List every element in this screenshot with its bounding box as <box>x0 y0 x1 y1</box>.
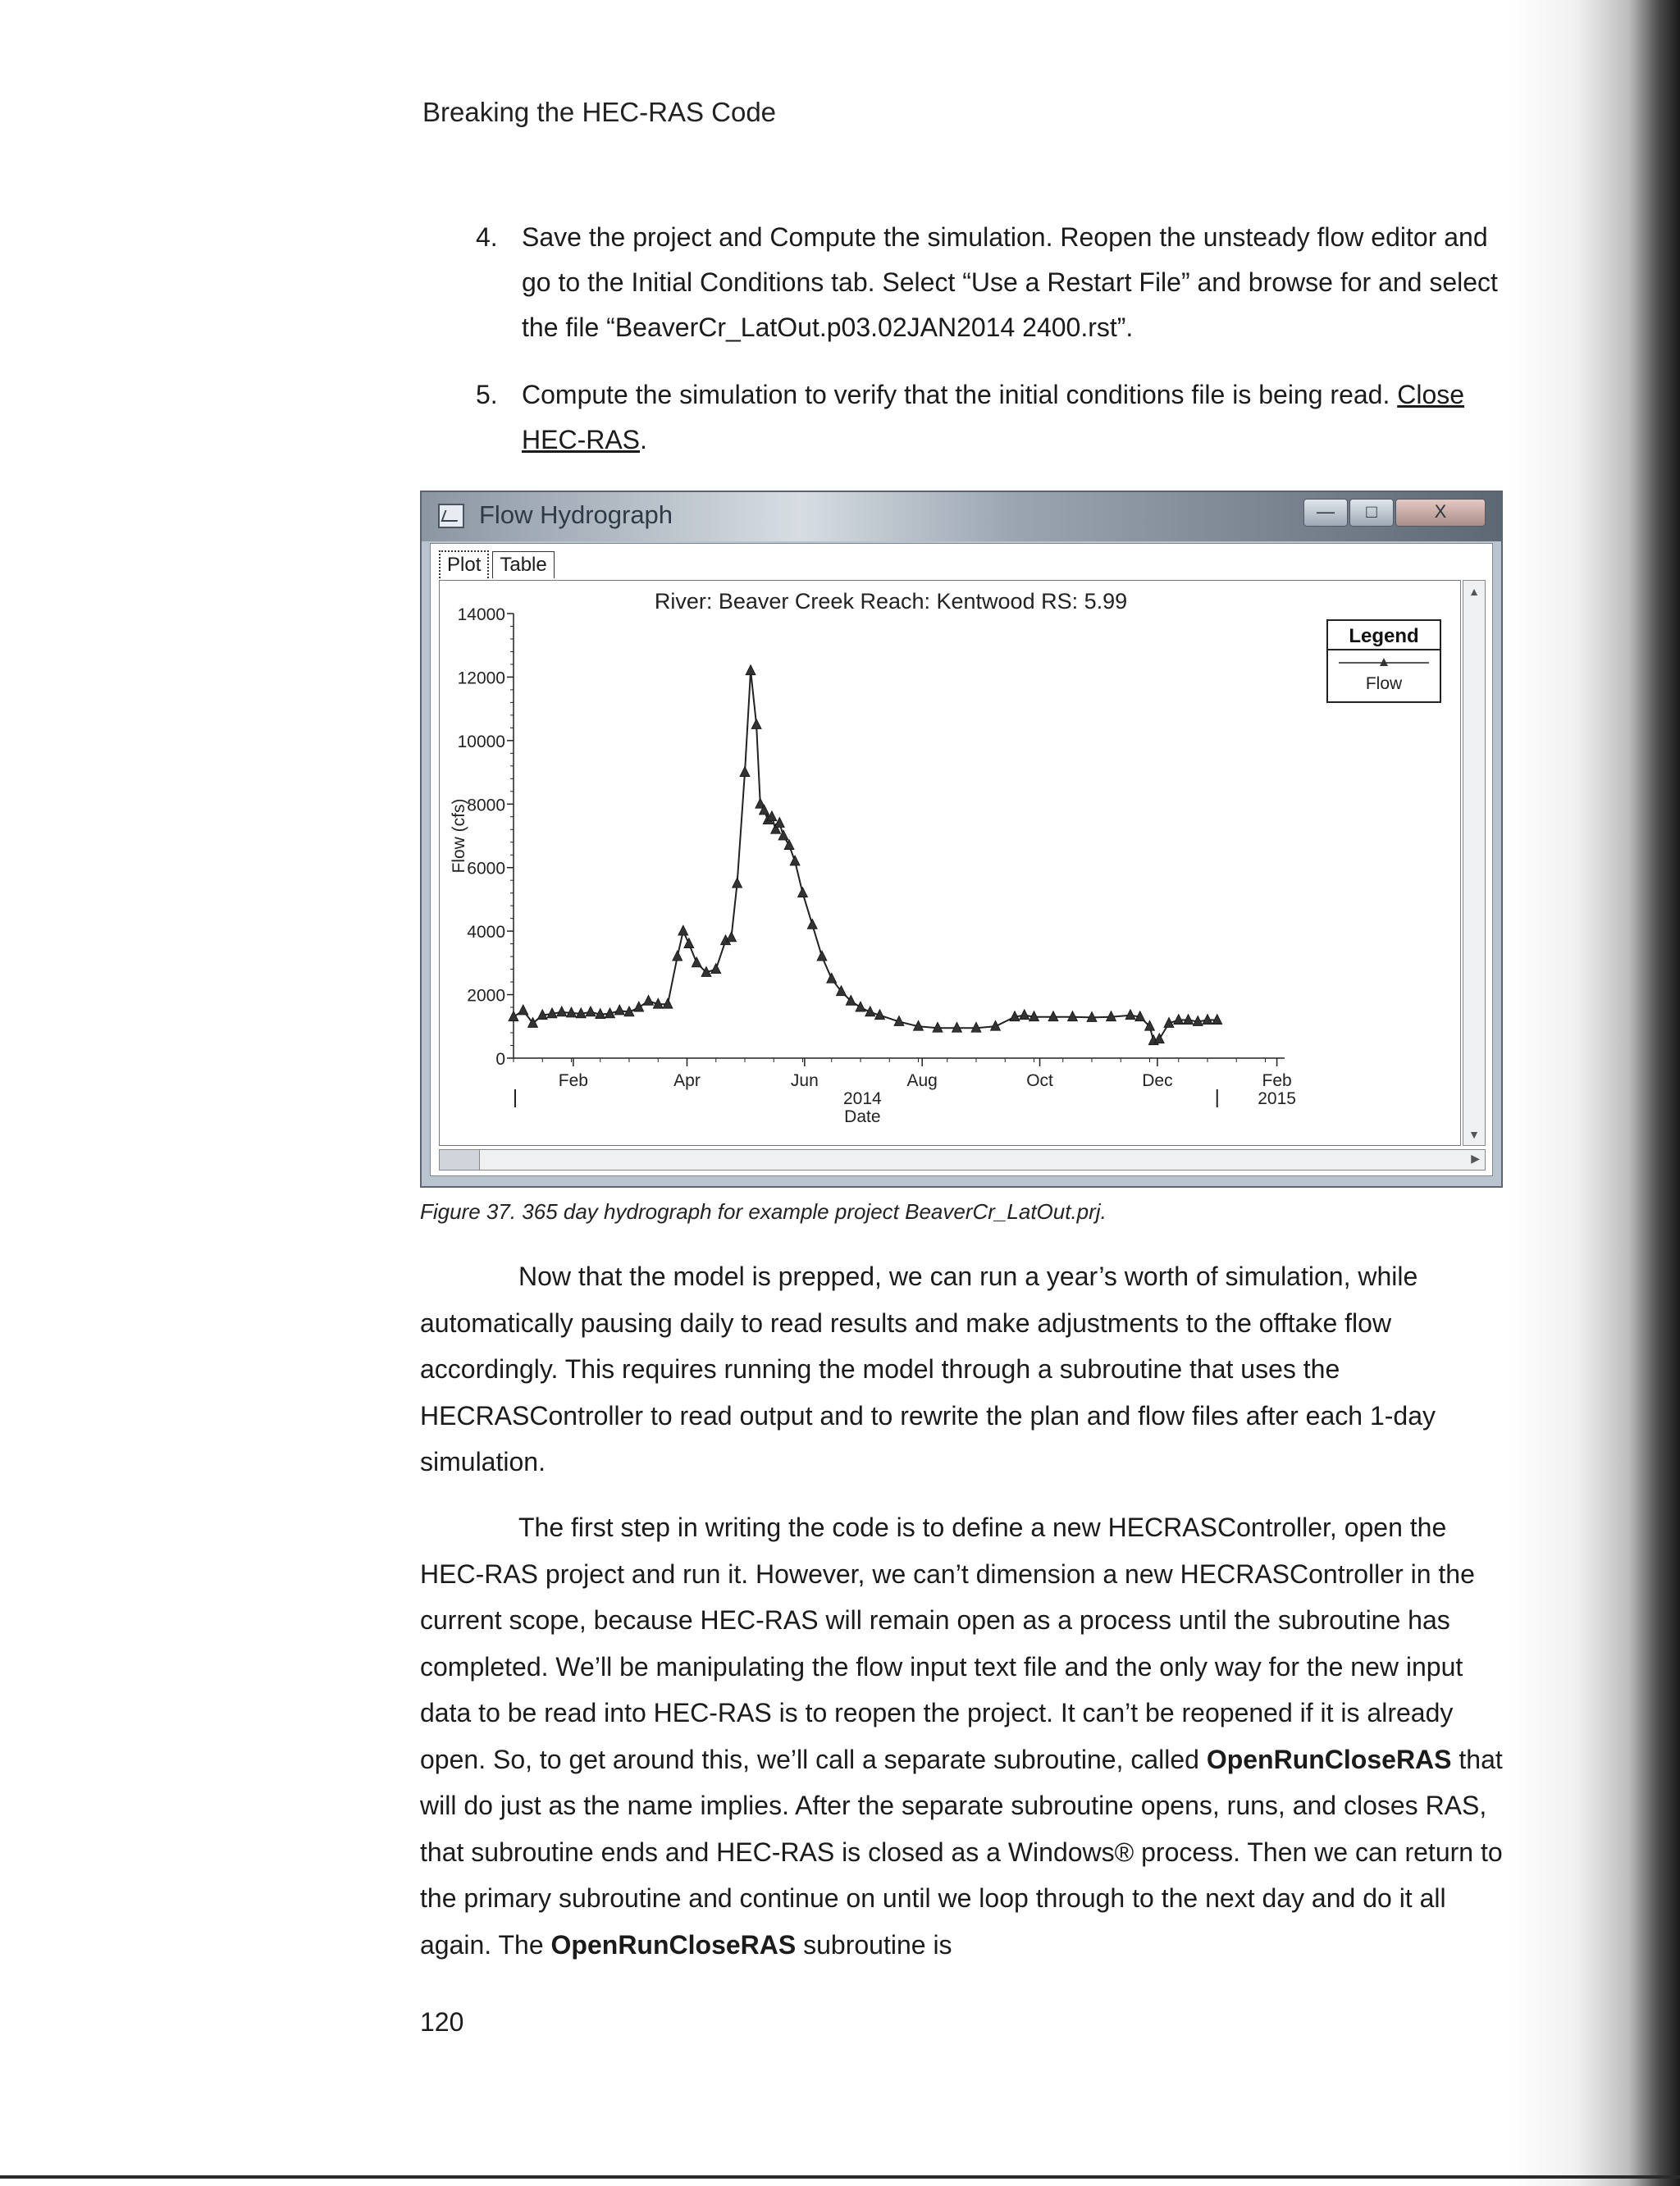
y-tick-label: 2000 <box>467 986 505 1006</box>
scroll-down-icon[interactable]: ▼ <box>1468 1128 1480 1141</box>
x-tick-label: Jun <box>790 1071 819 1090</box>
flow-hydrograph-window <box>420 491 1503 1188</box>
step-text-part: . <box>640 425 647 454</box>
flow-point <box>751 719 761 729</box>
close-hec-ras-link[interactable]: Close HEC-RAS <box>522 380 1465 454</box>
chart-title: River: Beaver Creek Reach: Kentwood RS: 5.99 <box>654 589 1128 614</box>
subroutine-name: OpenRunCloseRAS <box>550 1929 797 1960</box>
legend-title: Legend <box>1349 625 1419 647</box>
step-number: 5. <box>476 380 498 409</box>
x-year-label: 2015 <box>1258 1089 1296 1108</box>
subroutine-name: OpenRunCloseRAS <box>1206 1744 1452 1774</box>
flow-point <box>509 1011 518 1021</box>
page-number: 120 <box>420 2007 464 2037</box>
tab-bar <box>439 550 558 578</box>
flow-point <box>733 878 742 888</box>
legend-entry: Flow <box>1365 674 1403 693</box>
flow-point <box>684 938 694 948</box>
y-tick-label: 8000 <box>467 796 505 815</box>
paragraph-text: Now that the model is prepped, we can run a year’s worth of simulation, while automatically pausing daily to read results and make adjustments to the offtake flow accordingly. This requires running the model through a subroutine that uses the HECRASController to read output and to rewrite the plan and flow files after each 1-day simulation. <box>420 1262 1436 1476</box>
x-year-label: 2014 <box>842 1089 882 1108</box>
running-header: Breaking the HEC-RAS Code <box>422 97 777 127</box>
paragraph-text <box>420 1504 1503 1968</box>
flow-point <box>644 995 654 1005</box>
maximize-button[interactable]: □ <box>1349 499 1394 527</box>
flow-point <box>746 665 756 675</box>
x-tick-label: Feb <box>558 1071 588 1090</box>
flow-point <box>614 1005 624 1015</box>
x-tick-label: Apr <box>673 1071 701 1090</box>
y-tick-label: 6000 <box>467 859 505 879</box>
flow-point <box>790 856 800 865</box>
horizontal-scrollbar[interactable] <box>439 1149 1486 1171</box>
paragraph-part: that will do just as the name implies. After the separate subroutine opens, runs, and closes RAS, that subroutine ends and HEC-RAS is closed as a Windows® process. Then we can return to the primary subroutine and continue on until we loop through to the next day and do it all again. The <box>420 1744 1503 1960</box>
step-number: 4. <box>476 222 498 252</box>
body-paragraph-1 <box>420 1253 1503 1485</box>
flow-point <box>673 951 682 961</box>
flow-point <box>711 964 721 974</box>
y-tick-label: 0 <box>495 1050 505 1069</box>
flow-point <box>678 925 688 935</box>
step-text: Save the project and Compute the simulation. Reopen the unsteady flow editor and go to the Initial Conditions tab. Select “Use a Restart File” and browse for and select the file “BeaverCr_LatOut.p03.02JAN2014 2400.rst”. <box>522 222 1498 342</box>
hydrograph-chart <box>440 581 1460 1145</box>
minimize-button[interactable]: — <box>1303 499 1348 527</box>
tab-table[interactable]: Table <box>492 551 554 578</box>
flow-point <box>518 1005 528 1015</box>
y-tick-label: 4000 <box>467 923 505 942</box>
close-button[interactable]: X <box>1395 499 1486 527</box>
plot-pane <box>439 580 1461 1146</box>
flow-point <box>692 957 701 967</box>
x-tick-label: Feb <box>1262 1071 1292 1090</box>
y-tick-label: 10000 <box>457 732 505 751</box>
paragraph-part: The first step in writing the code is to define a new HECRASController, open the HEC-RAS project and run it. However, we can’t dimension a new HECRASController in the current scope, because HEC-RAS will remain open as a process until the subroutine has completed. We’ll be manipulating the flow input text file and the only way for the new input data to be read into HEC-RAS is to reopen the project. It can’t be reopened if it is already open. So, to get around this, we’ll call a separate subroutine, called <box>420 1513 1475 1774</box>
vertical-scrollbar[interactable] <box>1463 580 1486 1146</box>
step-text-part: Compute the simulation to verify that the initial conditions file is being read. <box>522 380 1398 409</box>
step-text <box>522 372 1514 463</box>
window-titlebar[interactable] <box>422 492 1501 541</box>
x-axis-label: Date <box>844 1107 881 1126</box>
x-tick-label: Aug <box>906 1071 938 1090</box>
flow-point <box>634 1002 644 1011</box>
flow-point <box>1068 1011 1078 1021</box>
flow-series-line <box>514 671 1217 1041</box>
y-axis-label: Flow (cfs) <box>450 798 468 874</box>
scroll-right-icon[interactable]: ▶ <box>1471 1152 1480 1165</box>
flow-point <box>1048 1011 1058 1021</box>
tab-plot[interactable]: Plot <box>439 550 489 578</box>
flow-point <box>740 767 750 777</box>
flow-point <box>663 998 673 1008</box>
y-tick-label: 12000 <box>457 669 505 688</box>
y-tick-label: 14000 <box>457 605 505 624</box>
flow-point <box>807 919 817 929</box>
flow-point <box>727 932 737 942</box>
flow-point <box>1020 1010 1029 1020</box>
window-client-area <box>430 543 1493 1176</box>
page-edge-shadow <box>1509 0 1680 2186</box>
x-tick-label: Dec <box>1142 1071 1173 1090</box>
page-bottom-edge <box>0 2175 1680 2179</box>
flow-point <box>1125 1010 1135 1020</box>
flow-point <box>856 1002 865 1011</box>
flow-point <box>827 973 837 983</box>
figure-caption: Figure 37. 365 day hydrograph for example project BeaverCr_LatOut.prj. <box>420 1199 1107 1224</box>
flow-point <box>557 1006 567 1016</box>
flow-point <box>798 888 808 897</box>
window-title: Flow Hydrograph <box>479 500 673 529</box>
x-tick-label: Oct <box>1026 1071 1053 1090</box>
body-paragraph-2 <box>420 1504 1503 1968</box>
scroll-up-icon[interactable]: ▲ <box>1468 585 1480 598</box>
flow-point <box>817 951 827 961</box>
scroll-thumb[interactable] <box>440 1150 480 1170</box>
flow-point <box>586 1006 596 1016</box>
chart-window-icon <box>438 504 464 528</box>
paragraph-part: subroutine is <box>796 1929 952 1960</box>
